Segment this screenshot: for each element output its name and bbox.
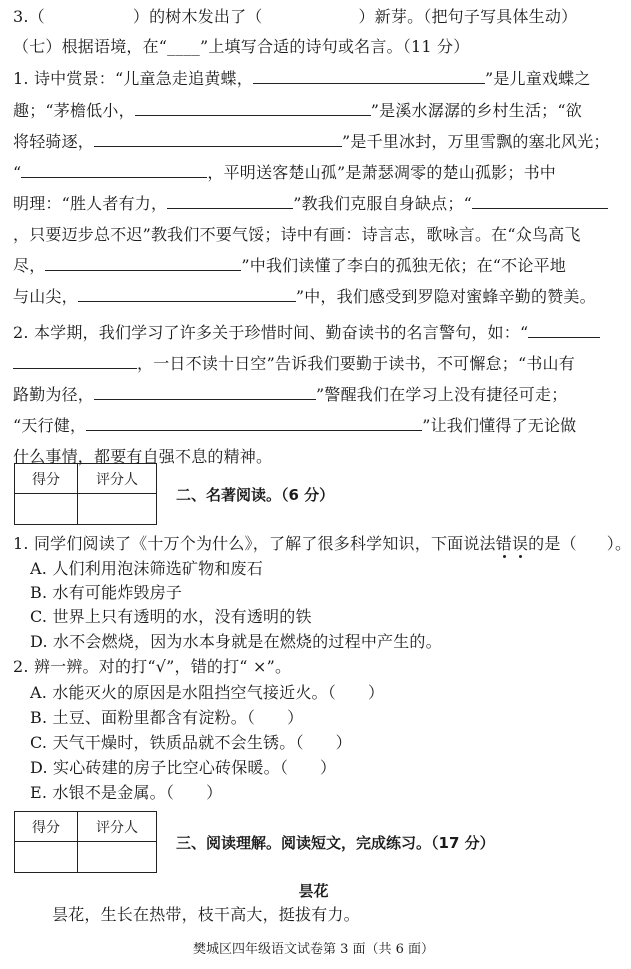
score-label: 得分 xyxy=(15,812,78,842)
s2-q2-item-c xyxy=(30,732,352,754)
text: ”警醒我们在学习上没有捷径可走； xyxy=(316,385,568,404)
q3-text-3: ）新芽。（把句子写具体生动） xyxy=(358,7,578,26)
text: ”是儿童戏蝶之 xyxy=(484,69,591,88)
s7-item2-line2 xyxy=(13,353,575,375)
answer-blank[interactable] xyxy=(78,286,296,302)
grader-label: 评分人 xyxy=(78,812,157,842)
text: 1. 诗中赏景：“儿童急走追黄蝶， xyxy=(13,69,253,88)
section3-title: 三、阅读理解。阅读短文，完成练习。（17 分） xyxy=(176,834,495,852)
text: ） xyxy=(287,708,304,727)
s7-item1-line1 xyxy=(13,68,591,90)
answer-blank[interactable] xyxy=(13,353,137,369)
answer-blank[interactable] xyxy=(94,131,342,147)
s7-item1-line2 xyxy=(13,100,582,122)
text: ）。 xyxy=(606,534,631,553)
text: 明理：“胜人者有力， xyxy=(13,194,168,213)
emphasis-char: 错 xyxy=(495,534,512,553)
s7-item2-line3 xyxy=(13,384,567,406)
s2-q2-stem: 2. 辨一辨。对的打“√”，错的打“ ×”。 xyxy=(13,657,292,676)
text: ） xyxy=(335,733,352,752)
section2-title: 二、名著阅读。（6 分） xyxy=(176,486,335,504)
s2-q2-item-a xyxy=(30,682,384,704)
s7-item1-line3 xyxy=(13,131,610,153)
text: E. 水银不是金属。（ xyxy=(30,783,175,802)
s2-q2-item-b xyxy=(30,707,303,729)
text: ，一日不读十日空”告诉我们要勤于读书，不可懈怠；“书山有 xyxy=(137,354,575,373)
text: ”教我们克服自身缺点；“ xyxy=(293,194,472,213)
score-table-1 xyxy=(14,463,157,525)
text: 1. 同学们阅读了《十万个为什么》，了解了很多科学知识，下面说法 xyxy=(13,534,496,553)
s2-q1-stem xyxy=(13,533,631,555)
answer-blank[interactable] xyxy=(167,193,293,209)
answer-blank[interactable] xyxy=(94,384,316,400)
s7-item1-line6: ，只要迈步总不迟”教我们不要气馁；诗中有画：诗言志，歌咏言。在“众鸟高飞 xyxy=(13,225,581,244)
text: 趣；“茅檐低小， xyxy=(13,101,135,120)
answer-blank[interactable] xyxy=(135,100,371,116)
text: ） xyxy=(367,683,385,702)
text: D. 实心砖建的房子比空心砖保暖。（ xyxy=(30,758,289,777)
text: A. 水能灭火的原因是水阻挡空气接近火。（ xyxy=(30,683,336,702)
s2-q1-option-d: D. 水不会燃烧，因为水本身就是在燃烧的过程中产生的。 xyxy=(30,632,442,651)
emphasis-char: 误 xyxy=(511,534,529,553)
score-cell[interactable] xyxy=(15,494,78,525)
s2-q1-option-c: C. 世界上只有透明的水，没有透明的铁 xyxy=(30,607,312,626)
answer-blank[interactable] xyxy=(253,68,485,84)
s2-q1-option-a: A. 人们利用泡沫筛选矿物和废石 xyxy=(30,559,263,578)
q3-text-2: ）的树木发出了（ xyxy=(132,7,263,26)
score-table-2 xyxy=(14,811,157,873)
s2-q2-item-d xyxy=(30,757,336,779)
answer-blank[interactable] xyxy=(21,162,207,178)
text: B. 土豆、面粉里都含有淀粉。（ xyxy=(30,708,256,727)
text: 路勤为径， xyxy=(13,385,95,404)
text: ”是溪水潺潺的乡村生活；“欲 xyxy=(370,101,582,120)
score-label: 得分 xyxy=(15,464,78,494)
text: ） xyxy=(206,783,223,802)
story-title: 昙花 xyxy=(298,882,329,900)
score-cell[interactable] xyxy=(15,842,78,873)
text: ”中，我们感受到罗隐对蜜蜂辛勤的赞美。 xyxy=(295,287,596,306)
grader-cell[interactable] xyxy=(78,842,157,873)
s7-item1-line7 xyxy=(13,255,566,277)
answer-blank[interactable] xyxy=(45,255,241,271)
q3-line xyxy=(13,6,577,28)
answer-blank[interactable] xyxy=(528,322,600,338)
s7-item1-line4 xyxy=(13,162,556,184)
grader-cell[interactable] xyxy=(78,494,157,525)
text: 将轻骑逐， xyxy=(13,132,95,151)
text: C. 天气干燥时，铁质品就不会生锈。（ xyxy=(30,733,304,752)
grader-label: 评分人 xyxy=(78,464,157,494)
story-line-1: 昙花，生长在热带，枝干高大，挺拔有力。 xyxy=(52,905,360,924)
s7-item2-line5: 什么事情，都要有自强不息的精神。 xyxy=(13,447,273,466)
text: ”中我们读懂了李白的孤独无依；在“不论平地 xyxy=(241,256,566,275)
text: ”是千里冰封，万里雪飘的塞北风光； xyxy=(342,132,610,151)
s2-q2-item-e xyxy=(30,782,222,804)
answer-blank[interactable] xyxy=(86,415,422,431)
s2-q1-option-b: B. 水有可能炸毁房子 xyxy=(30,583,183,602)
text: 2. 本学期，我们学习了许多关于珍惜时间、勤奋读书的名言警句，如：“ xyxy=(13,323,529,342)
s7-item2-line1 xyxy=(13,322,600,344)
s7-item2-line4 xyxy=(13,415,576,437)
text: ） xyxy=(320,758,337,777)
section7-title: （七）根据语境，在“____”上填写合适的诗句或名言。（11 分） xyxy=(13,37,470,56)
text: 的是（ xyxy=(528,534,577,553)
q3-text-1: 3.（ xyxy=(13,7,45,26)
text: ”让我们懂得了无论做 xyxy=(422,416,577,435)
s7-item1-line5 xyxy=(13,193,608,215)
answer-blank[interactable] xyxy=(472,193,608,209)
page-footer: 樊城区四年级语文试卷第 3 面（共 6 面） xyxy=(192,942,435,957)
text: 尽， xyxy=(13,256,46,275)
text: 与山尖， xyxy=(13,287,78,306)
text: ，平明送客楚山孤”是萧瑟凋零的楚山孤影；书中 xyxy=(207,163,556,182)
s7-item1-line8 xyxy=(13,286,596,308)
text: “ xyxy=(13,163,22,182)
text: “天行健， xyxy=(13,416,87,435)
